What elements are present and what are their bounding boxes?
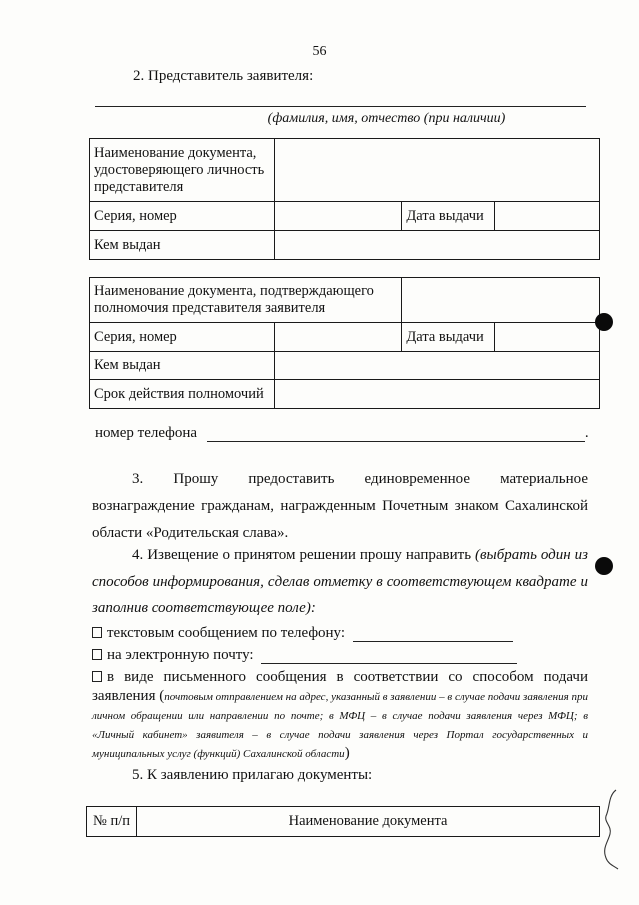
identity-series-label: Серия, номер	[90, 202, 275, 231]
attachments-table	[86, 806, 600, 837]
margin-scribble	[598, 786, 628, 871]
identity-document-table	[89, 138, 600, 260]
name-caption: (фамилия, имя, отчество (при наличии)	[267, 111, 506, 126]
authority-document-table	[89, 277, 600, 409]
authority-validity-label: Срок действия полномочий	[90, 380, 275, 409]
email-field[interactable]	[261, 650, 517, 664]
col-num-header: № п/п	[87, 807, 137, 837]
punch-hole	[595, 313, 613, 331]
section4-text: 4. Извещение о принятом решении прошу направить	[132, 547, 472, 563]
identity-issued-field[interactable]	[274, 231, 599, 260]
section3-text: 3. Прошу предоставить единовременное материальное вознаграждение гражданам, награжденным Почетным знаком Сахалинской области «Родительская слава».	[92, 471, 588, 541]
authority-date-label: Дата выдачи	[402, 323, 495, 352]
identity-doc-name-field[interactable]	[274, 139, 599, 202]
identity-doc-name-label: Наименование документа, удостоверяющего личность представителя	[90, 139, 275, 202]
authority-series-field[interactable]	[274, 323, 402, 352]
option-letter	[92, 668, 588, 763]
page-number: 56	[312, 44, 327, 59]
authority-validity-field[interactable]	[274, 380, 599, 409]
section4-note: (выбрать один из способов информирования, сделав отметку в соответствующем квадрате и заполнив соответствующее поле):	[92, 547, 588, 616]
authority-doc-name-label: Наименование документа, подтверждающего полномочия представителя заявителя	[90, 278, 402, 323]
option-email	[92, 646, 517, 664]
representative-name-field[interactable]	[95, 106, 586, 107]
letter-checkbox[interactable]	[92, 671, 102, 682]
sms-checkbox[interactable]	[92, 627, 102, 638]
authority-date-field[interactable]	[495, 323, 600, 352]
col-name-header: Наименование документа	[137, 807, 600, 837]
phone-row: номер телефона .	[95, 425, 589, 441]
section2-heading: 2. Представитель заявителя:	[133, 68, 314, 84]
option-email-label: на электронную почту:	[107, 647, 254, 663]
section4-paragraph	[92, 542, 588, 622]
identity-issued-label: Кем выдан	[90, 231, 275, 260]
phone-field[interactable]	[207, 427, 585, 442]
option-sms-label: текстовым сообщением по телефону:	[107, 625, 346, 641]
option-letter-label: в виде письменного сообщения в соответствии со способом подачи заявления (	[92, 669, 588, 704]
identity-series-field[interactable]	[274, 202, 402, 231]
authority-issued-label: Кем выдан	[90, 352, 275, 380]
option-letter-note: почтовым отправлением на адрес, указанный в заявлении – в случае подачи заявления при личном обращении или направлении по почте; в МФЦ – в случае подачи заявления через МФЦ; в «Личный кабинет» заявителя – в случае подачи заявления через Портал государственных и муниципальных услуг (функций) Сахалинской области	[92, 691, 588, 760]
option-letter-close: )	[344, 745, 350, 761]
identity-date-field[interactable]	[495, 202, 600, 231]
section5-heading: 5. К заявлению прилагаю документы:	[132, 767, 373, 783]
authority-doc-name-field[interactable]	[402, 278, 600, 323]
sms-phone-field[interactable]	[353, 628, 513, 642]
phone-label: номер телефона	[95, 425, 198, 441]
option-sms	[92, 624, 513, 642]
authority-series-label: Серия, номер	[90, 323, 275, 352]
identity-date-label: Дата выдачи	[402, 202, 495, 231]
email-checkbox[interactable]	[92, 649, 102, 660]
punch-hole	[595, 557, 613, 575]
authority-issued-field[interactable]	[274, 352, 599, 380]
